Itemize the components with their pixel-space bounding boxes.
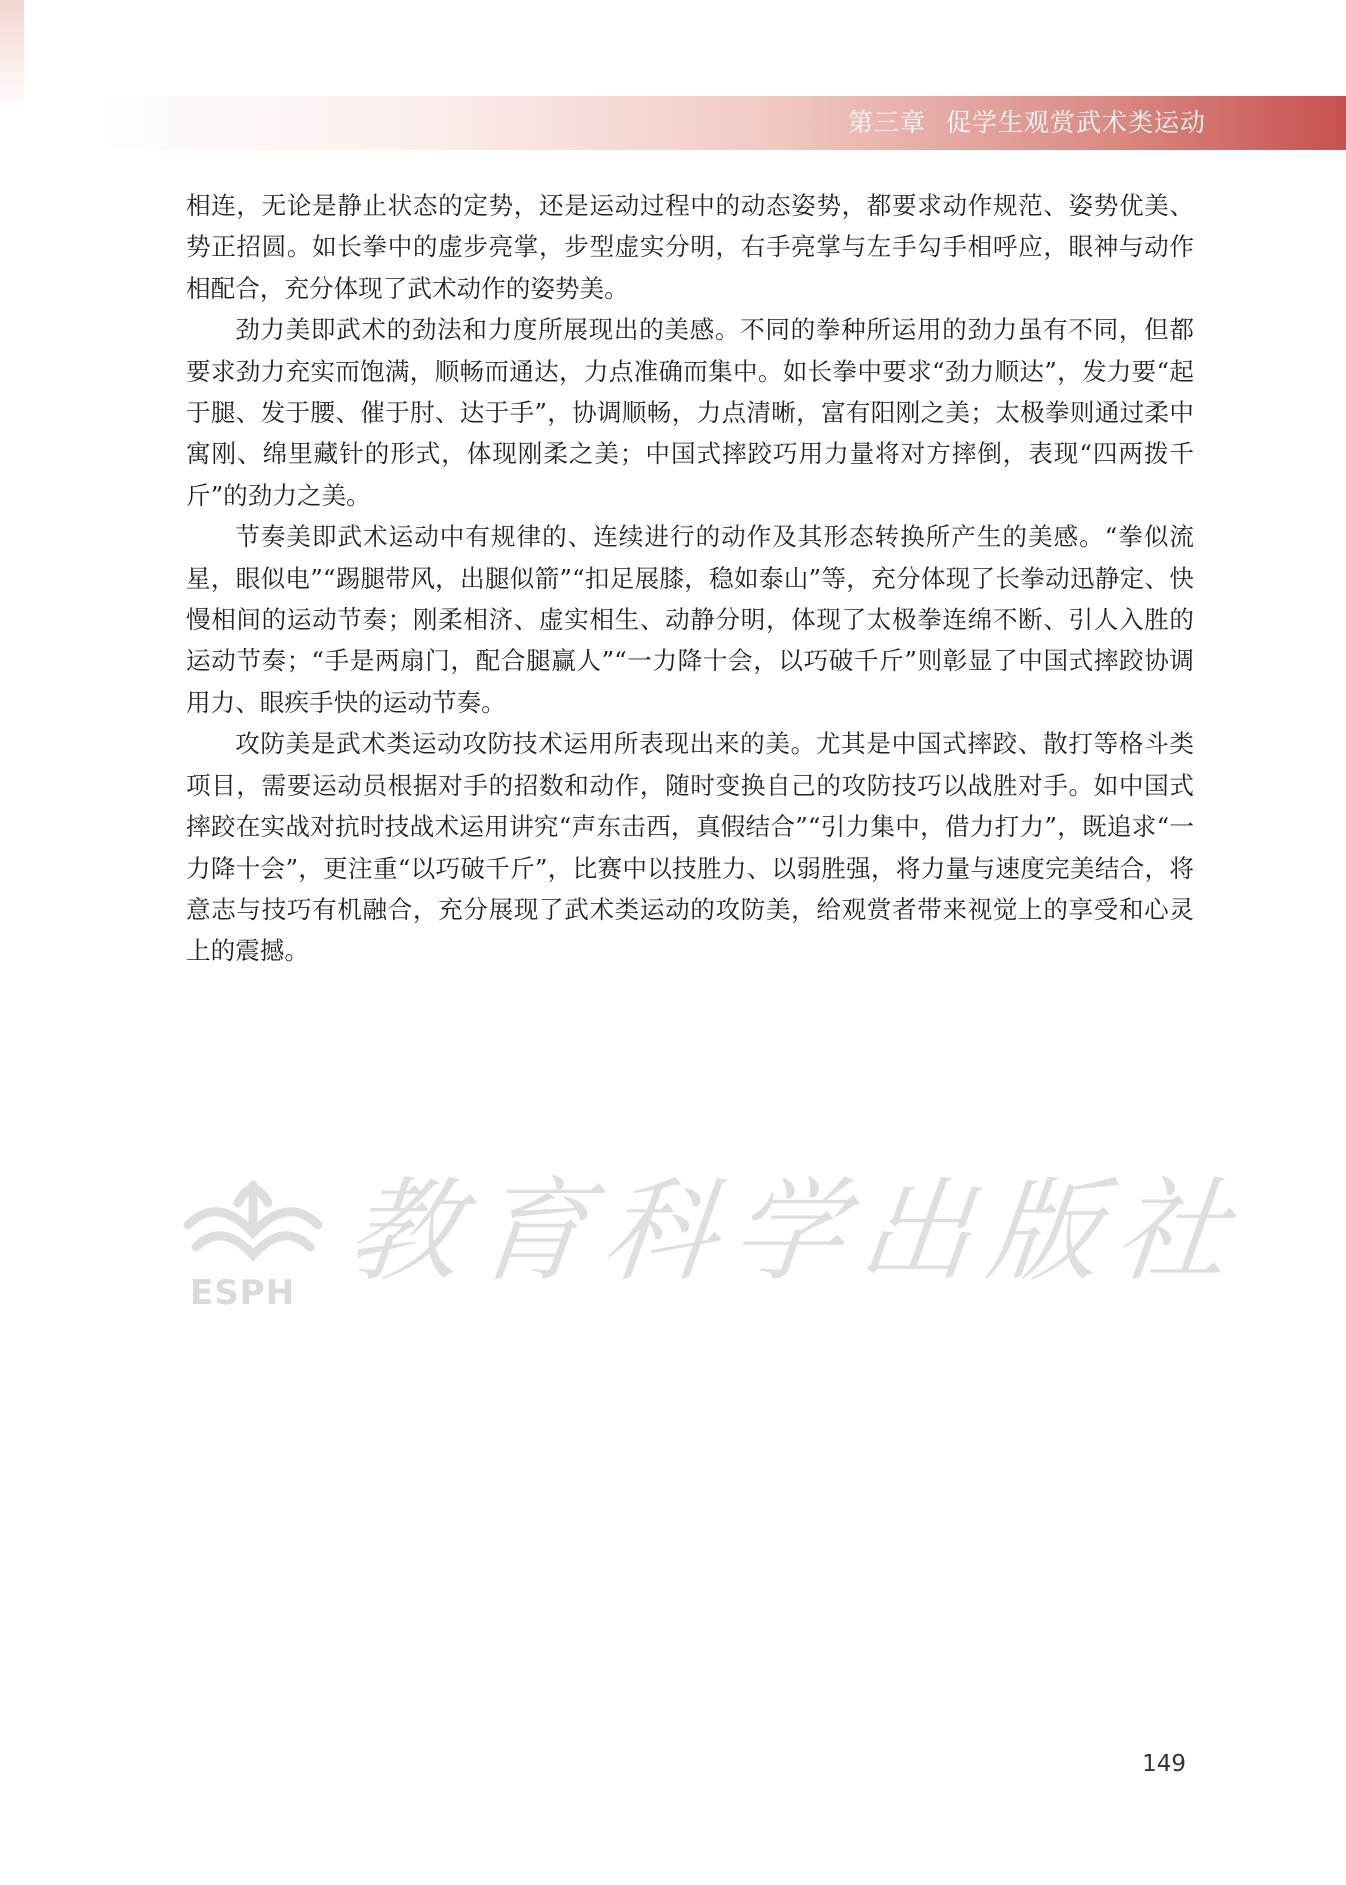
page-number: 149 (1142, 1751, 1186, 1777)
watermark-char: 科 (597, 1167, 723, 1297)
body-text (186, 185, 1194, 972)
paragraph-attack-defense: 攻防美是武术类运动攻防技术运用所表现出来的美。尤其是中国式摔跤、散打等格斗类项目，需要运动员根据对手的招数和动作，随时变换自己的攻防技巧以战胜对手。如中国式摔跤在实战对抗时技战术运用讲究“声东击西，真假结合”“引力集中，借力打力”，既追求“一力降十会”，更注重“以巧破千斤”，比赛中以技胜力、以弱胜强，将力量与速度完美结合，将意志与技巧有机融合，充分展现了武术类运动的攻防美，给观赏者带来视觉上的享受和心灵上的震撼。 (186, 729, 1194, 966)
chapter-title (848, 96, 1206, 150)
watermark-char: 出 (853, 1167, 979, 1297)
watermark-char: 社 (1109, 1167, 1235, 1297)
watermark-char: 版 (981, 1167, 1107, 1297)
chapter-name: 促学生观赏武术类运动 (945, 108, 1206, 137)
paragraph-strength: 劲力美即武术的劲法和力度所展现出的美感。不同的拳种所运用的劲力虽有不同，但都要求劲力充实而饱满，顺畅而通达，力点准确而集中。如长拳中要求“劲力顺达”，发力要“起于腿、发于腰、催于肘、达于手”，协调顺畅，力点清晰，富有阳刚之美；太极拳则通过柔中寓刚、绵里藏针的形式，体现刚柔之美；中国式摔跤巧用力量将对方摔倒，表现“四两拨千斤”的劲力之美。 (186, 315, 1194, 510)
watermark-char: 教 (341, 1167, 467, 1297)
esph-logo-text: ESPH (190, 1273, 296, 1313)
watermark-char: 学 (725, 1167, 851, 1297)
chapter-header-band (76, 96, 1346, 150)
publisher-watermark (178, 1155, 1235, 1315)
watermark-char: 育 (469, 1167, 595, 1297)
paragraph-rhythm: 节奏美即武术运动中有规律的、连续进行的动作及其形态转换所产生的美感。“拳似流星，眼似电”“踢腿带风，出腿似箭”“扣足展膝，稳如泰山”等，充分体现了长拳动迅静定、快慢相间的运动节奏；刚柔相济、虚实相生、动静分明，体现了太极拳连绵不断、引人入胜的运动节奏；“手是两扇门，配合腿赢人”“一力降十会，以巧破千斤”则彰显了中国式摔跤协调用力、眼疾手快的运动节奏。 (186, 522, 1194, 717)
chapter-label: 第三章 (847, 108, 926, 137)
publisher-name-calligraphy (341, 1167, 1235, 1297)
paragraph-posture: 相连，无论是静止状态的定势，还是运动过程中的动态姿势，都要求动作规范、姿势优美、势正招圆。如长拳中的虚步亮掌，步型虚实分明，右手亮掌与左手勾手相呼应，眼神与动作相配合，充分体现了武术动作的姿势美。 (186, 191, 1194, 303)
corner-accent (0, 0, 24, 110)
